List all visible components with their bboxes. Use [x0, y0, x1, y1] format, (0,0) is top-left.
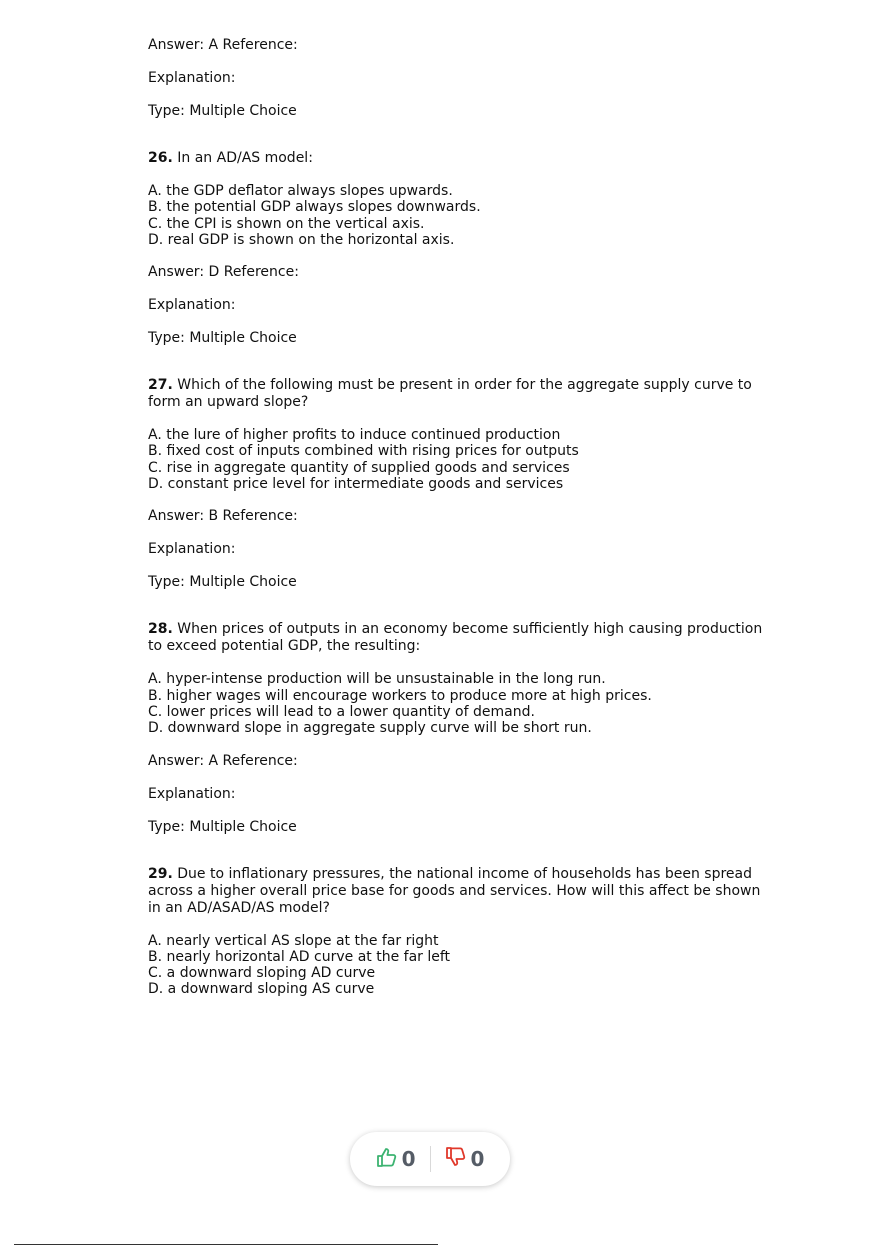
- question-text: [148, 866, 768, 917]
- answer-block-25: [148, 37, 768, 120]
- question-27: [148, 377, 768, 591]
- question-body: Due to inflationary pressures, the national income of households has been spread across a higher overall price base for goods and services. How will this affect be shown in an AD/ASAD/AS model?: [148, 865, 761, 916]
- explanation-line: Explanation:: [148, 785, 236, 802]
- option-a: A. the lure of higher profits to induce continued production: [148, 427, 561, 444]
- question-body: Which of the following must be present in order for the aggregate supply curve to form an upward slope?: [148, 377, 752, 411]
- type-line: Type: Multiple Choice: [148, 818, 297, 835]
- question-29: [148, 866, 768, 998]
- vote-widget: [350, 1132, 510, 1186]
- option-c: C. lower prices will lead to a lower quantity of demand.: [148, 703, 535, 720]
- option-b: B. higher wages will encourage workers to produce more at high prices.: [148, 687, 652, 704]
- question-number: 29.: [148, 865, 173, 882]
- upvote-button[interactable]: [362, 1147, 430, 1171]
- answer-line: Answer: A Reference:: [148, 752, 298, 769]
- option-c: C. a downward sloping AD curve: [148, 965, 376, 982]
- question-28: [148, 621, 768, 835]
- type-line: Type: Multiple Choice: [148, 330, 297, 347]
- question-number: 27.: [148, 377, 173, 394]
- downvote-button[interactable]: [431, 1147, 499, 1171]
- upvote-count: 0: [401, 1147, 416, 1171]
- option-list: [148, 671, 768, 736]
- option-d: D. a downward sloping AS curve: [148, 981, 375, 998]
- type-line: Type: Multiple Choice: [148, 103, 297, 119]
- option-b: B. nearly horizontal AD curve at the far left: [148, 948, 451, 965]
- option-list: [148, 183, 768, 248]
- option-d: D. constant price level for intermediate goods and services: [148, 476, 564, 493]
- document-page: [148, 37, 768, 1014]
- option-d: D. real GDP is shown on the horizontal axis.: [148, 231, 455, 248]
- explanation-line: Explanation:: [148, 70, 236, 86]
- explanation-line: Explanation:: [148, 297, 236, 314]
- question-number: 28.: [148, 621, 173, 638]
- option-c: C. the CPI is shown on the vertical axis.: [148, 215, 425, 232]
- question-26: [148, 150, 768, 347]
- option-a: A. the GDP deflator always slopes upwards.: [148, 183, 453, 199]
- question-body: When prices of outputs in an economy become sufficiently high causing production to exceed potential GDP, the resulting:: [148, 621, 763, 655]
- option-a: A. nearly vertical AS slope at the far right: [148, 932, 439, 949]
- thumbs-down-icon: [445, 1147, 467, 1171]
- option-b: B. the potential GDP always slopes downwards.: [148, 199, 481, 216]
- type-line: Type: Multiple Choice: [148, 574, 297, 591]
- option-c: C. rise in aggregate quantity of supplied goods and services: [148, 459, 570, 476]
- option-b: B. fixed cost of inputs combined with rising prices for outputs: [148, 443, 579, 460]
- option-d: D. downward slope in aggregate supply curve will be short run.: [148, 720, 592, 737]
- question-text: [148, 377, 768, 411]
- footer-divider: [14, 1244, 438, 1245]
- question-number: 26.: [148, 150, 173, 166]
- option-list: [148, 427, 768, 492]
- question-text: [148, 150, 768, 167]
- downvote-count: 0: [470, 1147, 485, 1171]
- thumbs-up-icon: [376, 1147, 398, 1171]
- question-text: [148, 621, 768, 655]
- option-a: A. hyper-intense production will be unsustainable in the long run.: [148, 671, 606, 688]
- option-list: [148, 933, 768, 998]
- question-body: In an AD/AS model:: [172, 150, 313, 166]
- answer-line: Answer: D Reference:: [148, 264, 299, 281]
- explanation-line: Explanation:: [148, 541, 236, 558]
- answer-line: Answer: A Reference:: [148, 37, 298, 53]
- answer-line: Answer: B Reference:: [148, 508, 298, 525]
